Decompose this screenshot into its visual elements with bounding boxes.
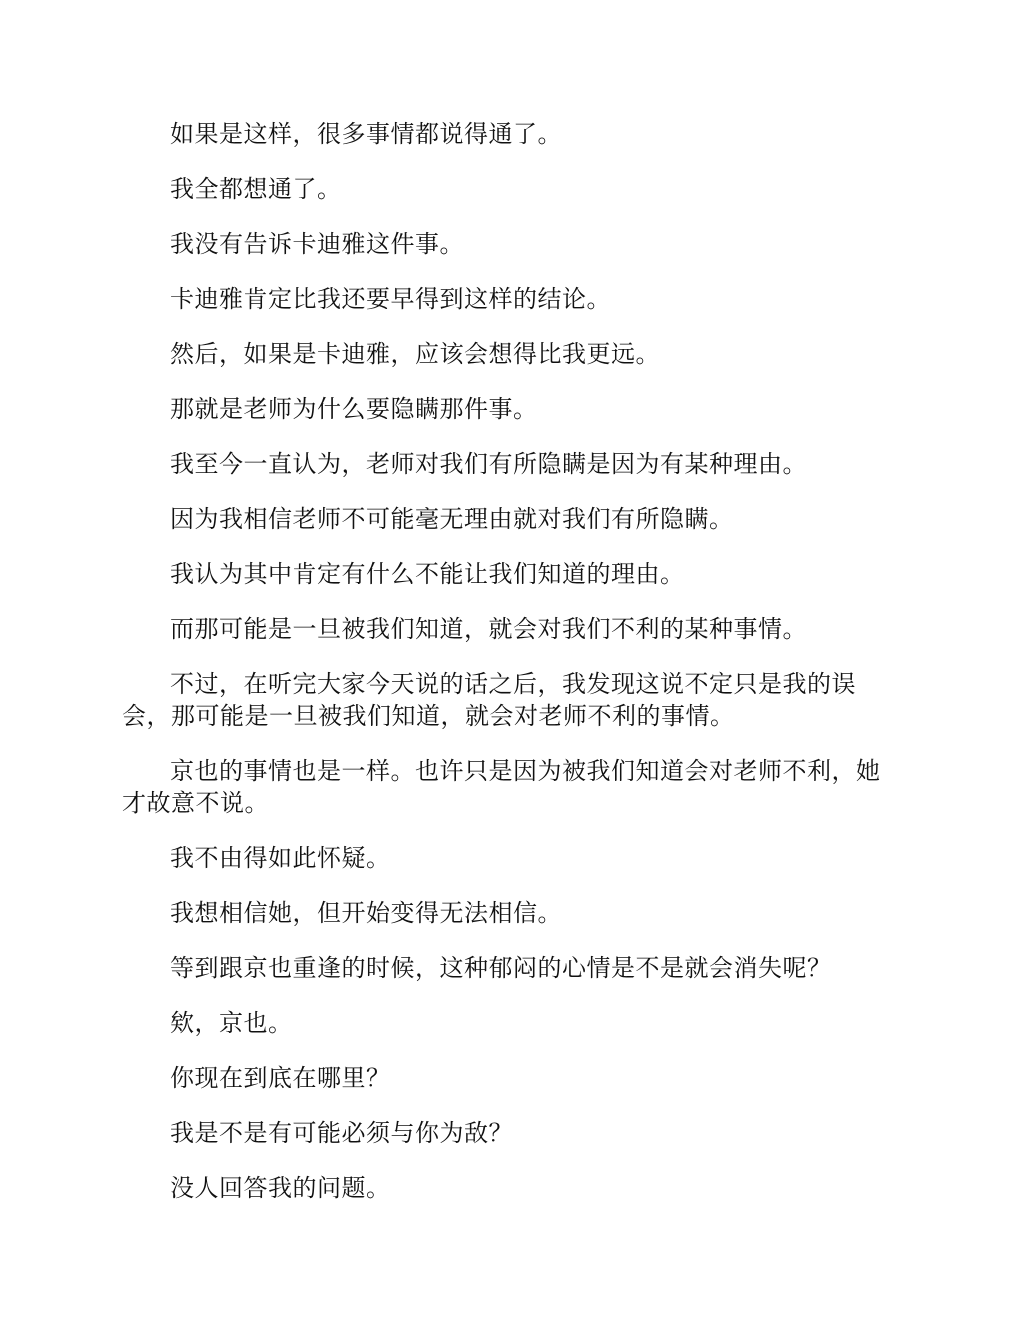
paragraph: 我至今一直认为，老师对我们有所隐瞒是因为有某种理由。 [170, 450, 807, 478]
paragraph: 没人回答我的问题。 [170, 1174, 391, 1202]
paragraph: 京也的事情也是一样。也许只是因为被我们知道会对老师不利，她才故意不说。 [122, 757, 881, 817]
paragraph: 而那可能是一旦被我们知道，就会对我们不利的某种事情。 [170, 615, 807, 643]
paragraph: 我认为其中肯定有什么不能让我们知道的理由。 [170, 560, 685, 588]
paragraph: 如果是这样，很多事情都说得通了。 [170, 120, 562, 148]
paragraph: 等到跟京也重逢的时候，这种郁闷的心情是不是就会消失呢？ [170, 954, 832, 982]
paragraph: 那就是老师为什么要隐瞒那件事。 [170, 395, 538, 423]
paragraph: 卡迪雅肯定比我还要早得到这样的结论。 [170, 285, 611, 313]
paragraph: 我想相信她，但开始变得无法相信。 [170, 899, 562, 927]
paragraph: 欸，京也。 [170, 1009, 293, 1037]
paragraph: 然后，如果是卡迪雅，应该会想得比我更远。 [170, 340, 660, 368]
paragraph: 不过，在听完大家今天说的话之后，我发现这说不定只是我的误会，那可能是一旦被我们知道，就会对老师不利的事情。 [122, 670, 856, 730]
paragraph: 我不由得如此怀疑。 [170, 844, 391, 872]
paragraph: 你现在到底在哪里？ [170, 1064, 391, 1092]
paragraph: 我没有告诉卡迪雅这件事。 [170, 230, 464, 258]
paragraph: 因为我相信老师不可能毫无理由就对我们有所隐瞒。 [170, 505, 734, 533]
document-body [122, 118, 898, 1227]
paragraph: 我是不是有可能必须与你为敌？ [170, 1119, 513, 1147]
paragraph: 我全都想通了。 [170, 175, 342, 203]
